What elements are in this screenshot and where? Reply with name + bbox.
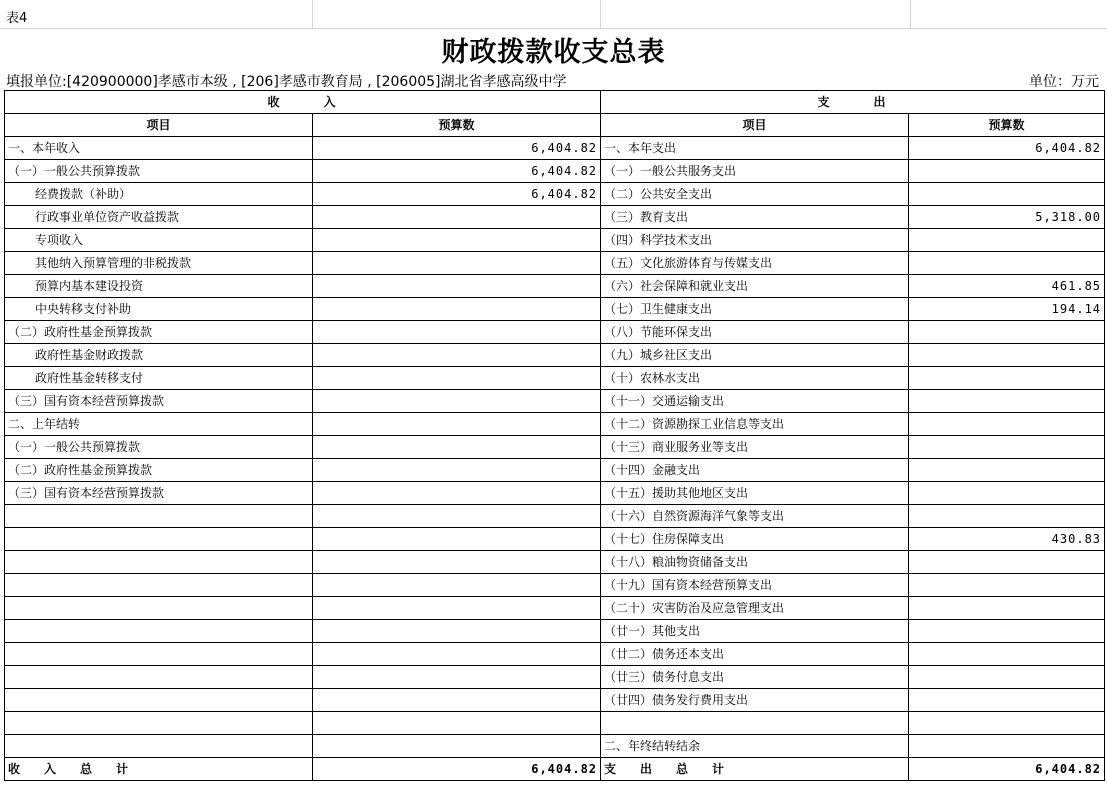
income-item-cell: 政府性基金财政拨款 — [5, 344, 313, 367]
table-row — [5, 367, 1105, 390]
expense-budget-cell — [909, 712, 1105, 735]
income-item-cell — [5, 712, 313, 735]
table-row — [5, 275, 1105, 298]
income-budget-cell — [313, 275, 601, 298]
total-row — [5, 758, 1105, 781]
income-item-cell: 二、上年结转 — [5, 413, 313, 436]
expense-budget-cell — [909, 160, 1105, 183]
filler-unit-text: 填报单位:[420900000]孝感市本级 , [206]孝感市教育局 , [206005]湖北省孝感高级中学 — [6, 74, 567, 90]
income-budget-cell — [313, 643, 601, 666]
income-item-cell: 其他纳入预算管理的非税拨款 — [5, 252, 313, 275]
income-budget-cell — [313, 689, 601, 712]
expense-budget-cell — [909, 620, 1105, 643]
currency-unit-text: 单位：万元 — [1029, 74, 1099, 90]
table-row — [5, 643, 1105, 666]
expense-budget-cell — [909, 482, 1105, 505]
total-income-value: 6,404.82 — [313, 758, 601, 781]
expense-item-cell: （四）科学技术支出 — [601, 229, 909, 252]
expense-budget-cell: 5,318.00 — [909, 206, 1105, 229]
income-item-cell — [5, 528, 313, 551]
expense-item-cell: （八）节能环保支出 — [601, 321, 909, 344]
col-budget-income: 预算数 — [313, 114, 601, 137]
income-item-cell: （三）国有资本经营预算拨款 — [5, 482, 313, 505]
expense-budget-cell: 461.85 — [909, 275, 1105, 298]
sheet-label: 表4 — [6, 11, 28, 26]
income-item-cell — [5, 505, 313, 528]
table-row — [5, 482, 1105, 505]
expense-item-cell: （廿四）债务发行费用支出 — [601, 689, 909, 712]
income-item-cell — [5, 735, 313, 758]
total-income-label: 收 入 总 计 — [5, 758, 313, 781]
grid-line — [910, 0, 911, 28]
income-item-cell: （一）一般公共预算拨款 — [5, 436, 313, 459]
income-budget-cell — [313, 321, 601, 344]
expense-item-cell: （二）公共安全支出 — [601, 183, 909, 206]
expense-item-cell: 二、年终结转结余 — [601, 735, 909, 758]
expense-item-cell: （十八）粮油物资储备支出 — [601, 551, 909, 574]
income-item-cell: 专项收入 — [5, 229, 313, 252]
income-budget-cell: 6,404.82 — [313, 183, 601, 206]
income-budget-cell — [313, 666, 601, 689]
expense-budget-cell — [909, 643, 1105, 666]
top-grid-row — [0, 0, 1107, 28]
income-budget-cell — [313, 551, 601, 574]
income-item-cell: 预算内基本建设投资 — [5, 275, 313, 298]
income-item-cell — [5, 574, 313, 597]
table-row — [5, 505, 1105, 528]
income-item-cell: （一）一般公共预算拨款 — [5, 160, 313, 183]
table-row — [5, 390, 1105, 413]
income-budget-cell — [313, 229, 601, 252]
income-item-cell: 中央转移支付补助 — [5, 298, 313, 321]
income-budget-cell — [313, 735, 601, 758]
income-budget-cell: 6,404.82 — [313, 160, 601, 183]
table-row — [5, 620, 1105, 643]
grid-line — [600, 0, 601, 28]
expense-item-cell: （三）教育支出 — [601, 206, 909, 229]
col-item-expense: 项目 — [601, 114, 909, 137]
income-budget-cell — [313, 344, 601, 367]
income-item-cell — [5, 666, 313, 689]
col-item-income: 项目 — [5, 114, 313, 137]
income-item-cell: 经费拨款（补助） — [5, 183, 313, 206]
page-title: 财政拨款收支总表 — [441, 37, 666, 68]
col-budget-expense: 预算数 — [909, 114, 1105, 137]
income-budget-cell — [313, 298, 601, 321]
expense-item-cell: （廿二）债务还本支出 — [601, 643, 909, 666]
table-row — [5, 436, 1105, 459]
table-row — [5, 252, 1105, 275]
table-row — [5, 413, 1105, 436]
expense-item-cell: （二十）灾害防治及应急管理支出 — [601, 597, 909, 620]
table-row — [5, 298, 1105, 321]
expense-item-cell: （五）文化旅游体育与传媒支出 — [601, 252, 909, 275]
table-row — [5, 735, 1105, 758]
expense-item-cell: 一、本年支出 — [601, 137, 909, 160]
expense-item-cell: （十五）援助其他地区支出 — [601, 482, 909, 505]
income-budget-cell — [313, 206, 601, 229]
expense-item-cell: （廿三）债务付息支出 — [601, 666, 909, 689]
table-row — [5, 160, 1105, 183]
expense-budget-cell — [909, 666, 1105, 689]
expense-budget-cell: 430.83 — [909, 528, 1105, 551]
table-row — [5, 551, 1105, 574]
expense-item-cell: （十一）交通运输支出 — [601, 390, 909, 413]
expense-item-cell: （十七）住房保障支出 — [601, 528, 909, 551]
expense-budget-cell — [909, 252, 1105, 275]
expense-item-cell: （十九）国有资本经营预算支出 — [601, 574, 909, 597]
income-item-cell: 一、本年收入 — [5, 137, 313, 160]
income-item-cell — [5, 551, 313, 574]
expense-item-cell: （一）一般公共服务支出 — [601, 160, 909, 183]
table-row — [5, 528, 1105, 551]
table-row — [5, 597, 1105, 620]
table-row — [5, 183, 1105, 206]
total-expense-value: 6,404.82 — [909, 758, 1105, 781]
expense-budget-cell — [909, 459, 1105, 482]
income-item-cell: （二）政府性基金预算拨款 — [5, 459, 313, 482]
income-item-cell — [5, 620, 313, 643]
income-budget-cell — [313, 413, 601, 436]
filler-row — [0, 68, 1107, 90]
expense-budget-cell — [909, 689, 1105, 712]
income-item-cell: 行政事业单位资产收益拨款 — [5, 206, 313, 229]
income-budget-cell — [313, 505, 601, 528]
expense-budget-cell — [909, 321, 1105, 344]
expense-budget-cell — [909, 229, 1105, 252]
table-row — [5, 459, 1105, 482]
income-budget-cell — [313, 597, 601, 620]
budget-table — [4, 90, 1105, 781]
expense-budget-cell — [909, 551, 1105, 574]
table-row — [5, 689, 1105, 712]
section-header-row — [5, 91, 1105, 114]
income-budget-cell — [313, 390, 601, 413]
expense-budget-cell — [909, 183, 1105, 206]
table-row — [5, 229, 1105, 252]
table-row — [5, 321, 1105, 344]
income-budget-cell — [313, 436, 601, 459]
expense-budget-cell — [909, 367, 1105, 390]
expense-item-cell: （十六）自然资源海洋气象等支出 — [601, 505, 909, 528]
income-budget-cell: 6,404.82 — [313, 137, 601, 160]
expense-item-cell: （十）农林水支出 — [601, 367, 909, 390]
income-item-cell — [5, 597, 313, 620]
expense-budget-cell — [909, 735, 1105, 758]
expense-header: 支 出 — [601, 91, 1105, 114]
income-budget-cell — [313, 252, 601, 275]
expense-item-cell: （十二）资源勘探工业信息等支出 — [601, 413, 909, 436]
expense-budget-cell — [909, 344, 1105, 367]
expense-item-cell: （十三）商业服务业等支出 — [601, 436, 909, 459]
expense-budget-cell: 194.14 — [909, 298, 1105, 321]
table-row — [5, 574, 1105, 597]
expense-budget-cell — [909, 436, 1105, 459]
income-item-cell: （二）政府性基金预算拨款 — [5, 321, 313, 344]
income-header: 收 入 — [5, 91, 601, 114]
expense-item-cell: （六）社会保障和就业支出 — [601, 275, 909, 298]
income-budget-cell — [313, 459, 601, 482]
grid-line — [312, 0, 313, 28]
income-budget-cell — [313, 482, 601, 505]
table-row — [5, 344, 1105, 367]
income-item-cell: 政府性基金转移支付 — [5, 367, 313, 390]
table-row — [5, 137, 1105, 160]
income-item-cell: （三）国有资本经营预算拨款 — [5, 390, 313, 413]
table-row — [5, 206, 1105, 229]
expense-item-cell: （七）卫生健康支出 — [601, 298, 909, 321]
expense-item-cell: （廿一）其他支出 — [601, 620, 909, 643]
grid-line — [0, 28, 1107, 29]
column-header-row — [5, 114, 1105, 137]
table-row — [5, 666, 1105, 689]
expense-item-cell: （九）城乡社区支出 — [601, 344, 909, 367]
income-budget-cell — [313, 528, 601, 551]
income-budget-cell — [313, 574, 601, 597]
income-item-cell — [5, 689, 313, 712]
expense-item-cell — [601, 712, 909, 735]
expense-item-cell: （十四）金融支出 — [601, 459, 909, 482]
income-budget-cell — [313, 620, 601, 643]
expense-budget-cell — [909, 597, 1105, 620]
table-row — [5, 712, 1105, 735]
income-item-cell — [5, 643, 313, 666]
expense-budget-cell: 6,404.82 — [909, 137, 1105, 160]
expense-budget-cell — [909, 574, 1105, 597]
expense-budget-cell — [909, 390, 1105, 413]
income-budget-cell — [313, 712, 601, 735]
expense-budget-cell — [909, 413, 1105, 436]
income-budget-cell — [313, 367, 601, 390]
expense-budget-cell — [909, 505, 1105, 528]
total-expense-label: 支 出 总 计 — [601, 758, 909, 781]
